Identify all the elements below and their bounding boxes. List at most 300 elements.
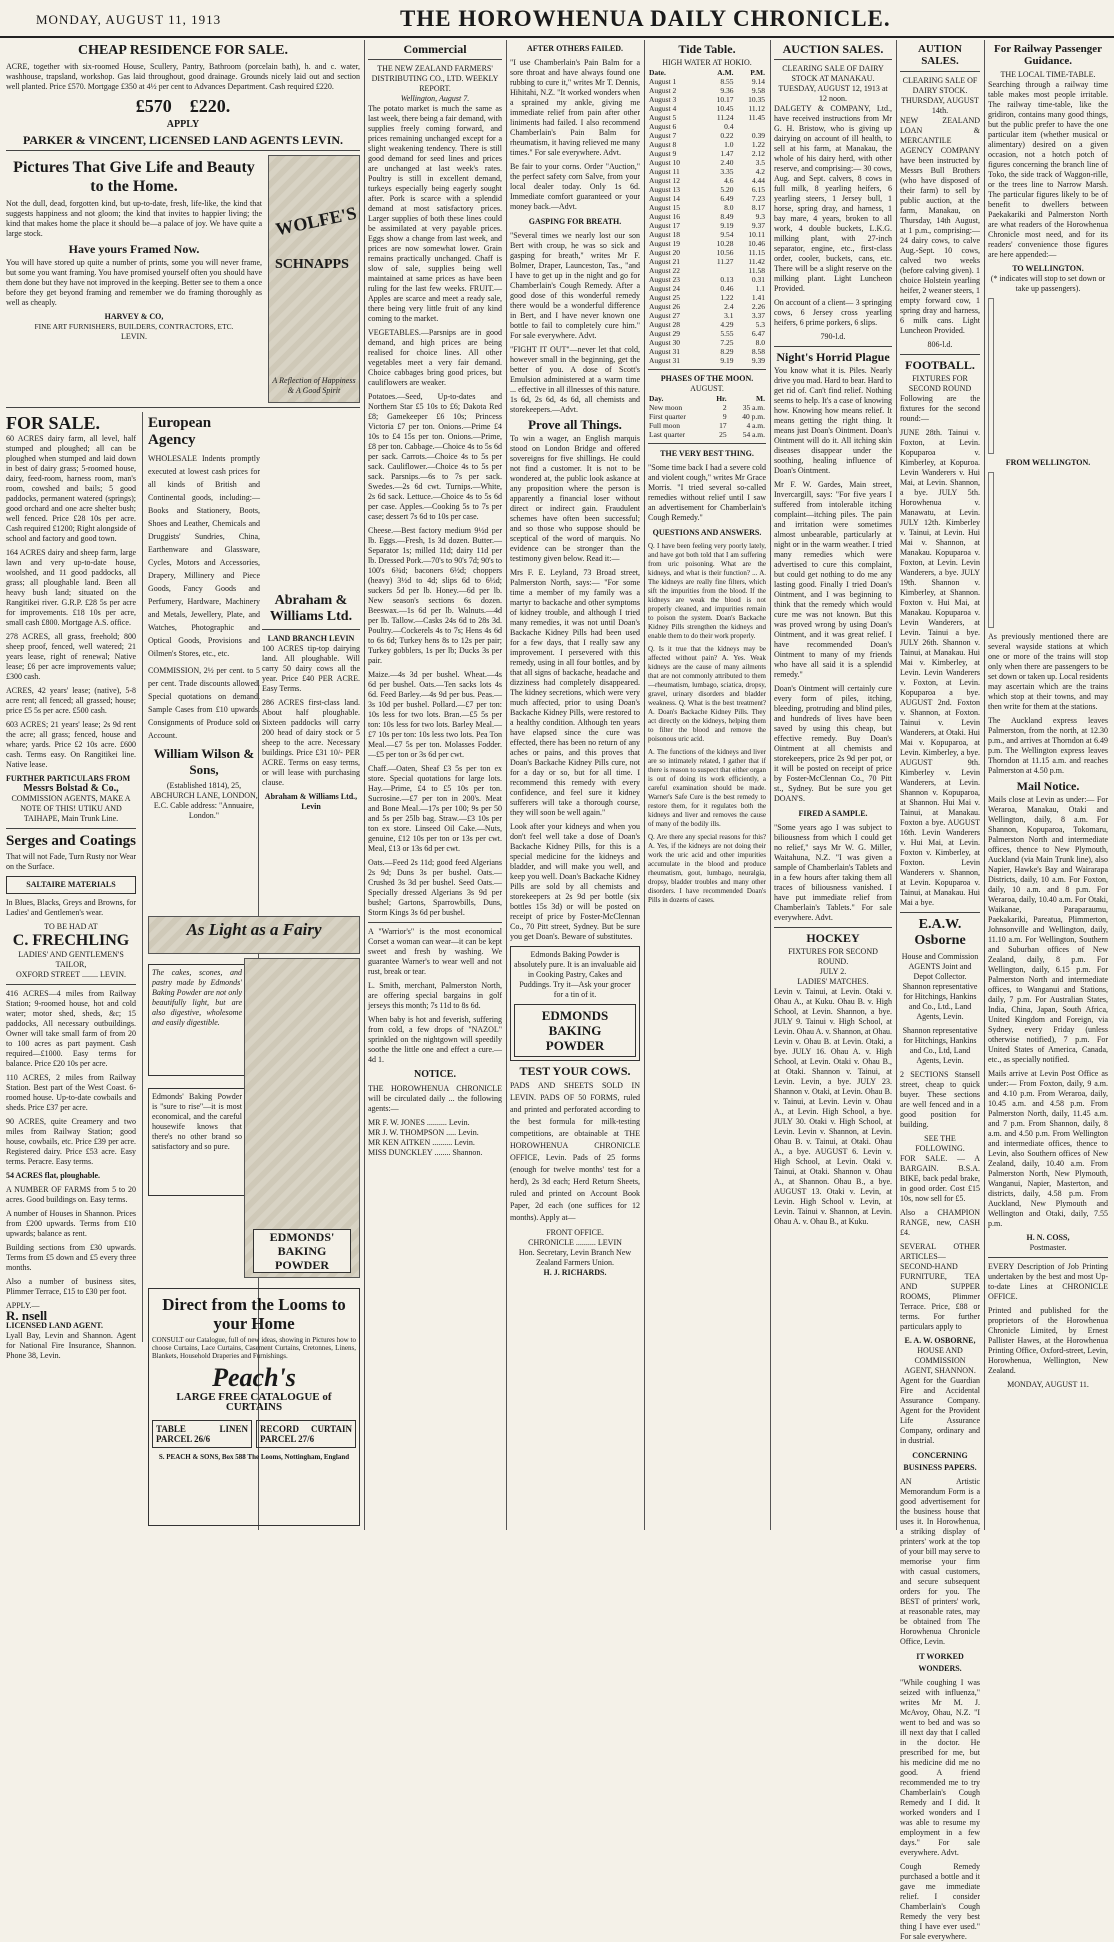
table-cell: August 30 — [649, 338, 681, 347]
table-cell: 8.55 — [720, 77, 734, 86]
column-railway — [988, 40, 1108, 1530]
tide-row — [648, 203, 766, 212]
fight-it-out: "FIGHT IT OUT"—never let that cold, however small in the beginning, get the better of you. A dose of Scott's Emulsion administered at a warm time ... effective in all illnesses of this nature. 1s 6d, 2s 6d, 4s 6d, all chemists and storekeepers.—Advt. — [510, 345, 640, 414]
abraham-footer: Abraham & Williams Ltd., Levin — [264, 792, 358, 811]
after-others-heading: AFTER OTHERS FAILED. — [526, 44, 624, 53]
gasping-body: "Several times we nearly lost our son Bert with croup, he was so sick and gasping for breath," writes Mr F. Bolmer, Draper, Launceston, Tas., "and I have to get up in the night and go for Chamberlain's Cough Remedy. After a good dose of this wonderful remedy there would be a wonderful difference in Bert, and I have never known one bottle to fail to completely cure him." For sale everywhere. Advt. — [510, 231, 640, 340]
table-cell: 1.1 — [755, 284, 765, 293]
sale-164-acres: 164 ACRES dairy and sheep farm, large lawn and very up-to-date house, woolshed, and 11 good paddocks, all grass; all ploughable land. Been all heavy bush land; situated on the Rangitikei river. G.R.P. £28 5s per acre for improvements. £18 10s per acre, small cash £800. Mortgage A.S. office. — [6, 548, 136, 627]
bolstad-name: Messrs Bolstad & Co., — [23, 783, 119, 794]
table-cell: 0.4 — [724, 122, 734, 131]
railway-body: Searching through a railway time table makes most people irritable. The railway time-table, like the gridiron, contains many good things, but the public prefer to have the one particular item (whether musical or alimentary) desired on a given occasion, not a hotch potch of figures concerning the branch line of Toko, the side track of Waggon-rille, or the trees line to Narrow Marsh. The particular figures likely to be of benefit to dwellers between Paekakariki and Palmerston North are what readers of the Horowhenua Chronicle most need, and for its readers' convenience those figures are here appended:— — [988, 80, 1108, 259]
harvey-name: HARVEY & CO, — [104, 312, 164, 321]
edmonds-ad — [148, 954, 360, 1284]
commercial-body-3: Potatoes.—Seed, Up-to-dates and Northern Star £5 10s to £6; Dakota Red £8; Gamekeeper £6 10s; Princess Victoria £7 per ton. Onions.—Prime £4 10s to £4 15s per ton. Onions.—Prime, £8 per ton. Cabbage.—Choice 4s to 5s 6d per sack. Carrots.—Choice 4s to 5s per sack. Cauliflower.—Choice 4s to 5s per sack. Parsnips.—6s to 7s per sack. Swedes.—2s 6d cwt. Turnips.—White, 2s 6d sack. Lettuce.—Choice 4s to 5s 6d per case. Apples.—Cooking 5s to 7s per case; dessert 7s 6d to 10s per case. — [368, 392, 502, 521]
table-cell: 9.14 — [751, 77, 765, 86]
moon-header-row — [648, 394, 766, 403]
plague-heading: Night's Horrid Plague — [776, 350, 890, 364]
frechling-sub: LADIES' AND GENTLEMEN'S TAILOR, — [18, 950, 124, 969]
table-cell: August 20 — [649, 248, 681, 257]
footer-date: MONDAY, AUGUST 11. — [1007, 1380, 1089, 1389]
sale-90-acres: 90 ACRES, quite Creamery and two miles from Railway Station; good house, cowbails, etc. Price £39 per acre. Registered dairy. Price £53 acre. Easy terms. Peracre. Easy terms. — [6, 1117, 136, 1166]
commercial-body-5: Maize.—4s 3d per bushel. Wheat.—4s 6d per bushel. Oats.—Ten sacks lots 4s 6d. Feed Barley.—4s 9d per bus. Peas.—3s 10d per bushel. Pollard.—£7 per ton: 10s less for two lots. Bran.—£5 5s per ton: 10s less for two lots. Barley Meal.—£7 10s per ton: 10s less two lots. Pea Ton Meal.—£7 5s per ton. Molasses Fodder.—£5 per ton or 3s 6d per cwt. — [368, 670, 502, 759]
timetable-to-wellington — [988, 298, 994, 454]
to-be-had: TO BE HAD AT — [44, 922, 98, 931]
column-tide — [648, 40, 766, 1530]
table-cell: August 14 — [649, 194, 681, 203]
table-header-cell: Hr. — [716, 394, 727, 403]
abraham-100-acres: 100 ACRES tip-top dairying land. All ploughable. Will carry 50 dairy cows all the year. Price £40 PER ACRE. Easy Terms. — [262, 644, 360, 693]
dalgety-body: DALGETY & COMPANY, Ltd., have received instructions from Mr G. H. Bristow, who is giving up dairying on account of ill health, to sell at his farm, at Manakau, the whole of his dairy herd, with other reserve, and comprising:— 30 cows, Aug. and Sept. calvers, 8 cows in full milk, 8 yearling heifers, 6 yearling steers, 1 Jersey bull, 1 horse, spring dray, and harness, 1 bay mare, 4 years, broken to all work, 4 double buckets, L.K.G. milking plant, with 27-inch separator, engine, etc., first-class order, cooler, buckets, cans, etc. There will be a slight reserve on the milking plant. Light Luncheon Provided. — [774, 104, 892, 293]
football-fixtures: JUNE 28th. Tainui v. Foxton, at Levin. Kopuparoa v. Kimberley, at Kopuroa. Levin Wanderers v. Hui Mai, at Levin. Shannon, a bye. JULY 5th. Horowhenua v. Manawatu, at Levin. JULY 12th. Kimberley v. Tainui, at Levin. Hui Mai v. Shannon, at Manakau. Kopuparoa v. Foxton, at Levin. Levin Wanderers, a bye. JULY 19th. Shannon v. Kimberley, at Shannon. Foxton v. Hui Mai, at Manakau. Kopuparoa v. Levin Wanderers, at Levin. Tainui a bye. JULY 26th. Shannon v. Tainui, at Manakau. Hui Mai v. Kimberley, at Levin. Levin Wanderers v. Foxton, at Levin. Kopuparoa a bye. AUGUST 2nd. Foxton v. Shannon, at Foxton. Tainui v. Levin Wanderers, at Otaki. Hui Mai v. Kopuparoa, at Levin. Kimberley, a bye. AUGUST 9th. Kimberley v. Levin Wanderers, at Levin. Shannon v. Kopuparoa, at Shannon. Hui Mai v. Tainui, at Manakau. Foxton a bye. AUGUST 16th. Levin Wanderers v. Hui Mai, at Levin. Foxton v. Kimberley, at Foxton. Levin Wanderers v. Shannon, at Levin. Kopuparoa v. Tainui, at Manakau. Hui Mai a bye. — [900, 428, 980, 907]
table-cell: 7.25 — [720, 338, 734, 347]
several-articles: SEVERAL OTHER ARTICLES—SECOND-HAND FURNITURE, TEA AND SUPPER ROOMS, Plimmer Terrace. Price, £88 or terms. For further particulars apply to — [900, 1242, 980, 1331]
gasping-heading: GASPING FOR BREATH. — [528, 217, 622, 226]
osborne-2-name: E. A. W. OSBORNE, — [904, 1336, 976, 1345]
residence-price — [6, 96, 360, 116]
tide-row — [648, 104, 766, 113]
table-cell: 4.44 — [751, 176, 765, 185]
tide-subheading: HIGH WATER AT HOKIO. — [662, 58, 752, 67]
table-cell: August 29 — [649, 329, 681, 338]
edmonds-box-label: EDMONDS' BAKING POWDER — [253, 1229, 351, 1273]
table-cell: 1.41 — [751, 293, 765, 302]
prove-body: To win a wager, an English marquis stood on London Bridge and offered sovereigns for five shillings. He could not find a customer. It is not to be wondered at, the public look askance at any proposition where the person is apparently a financial loser without direct or indirect gain. Fraudulent schemes have often been successful; and so those who suppose should be sceptical of the word of marquis. No evidence can be stronger than the testimony given below. Read it:— — [510, 434, 640, 563]
osborne-note: Shannon representative for Hitchings, Hankins and Co., Ltd, Land Agents, Levin. — [902, 1026, 978, 1065]
column-commercial — [368, 40, 502, 1530]
plague-body: You know what it is. Piles. Nearly drive you mad. Hard to bear. Hard to get rid of. Can't find relief. Nothing seems to help. It's a case of knowing how. Knowing how means relief. It means getting the right thing. It means just Doan's Ointment. Doan's Ointment will do it. All itching skin diseases disappear under the soothing, healing influence of Doan's Ointment. — [774, 366, 892, 475]
tide-row — [648, 266, 766, 275]
auckland-express: The Auckland express leaves Palmerston, from the north, at 12.30 p.m., and arrives at Thorndon at 6.49 p.m. The Wellington express leaves Thorndon at 11.15 a.m. and reaches Palmerston at 4.50 p.m. — [988, 716, 1108, 775]
clearing-date: TUESDAY, AUGUST 12, 1913 at 12 noon. — [778, 84, 888, 103]
worked-heading: IT WORKED WONDERS. — [916, 1652, 964, 1673]
table-cell: 2 — [722, 403, 727, 412]
table-header-cell: M. — [756, 394, 765, 403]
commercial-dateline: Wellington, August 7. — [400, 94, 470, 103]
tide-row — [648, 194, 766, 203]
sale-lease: ACRES, 42 years' lease; (native), 5-8 acre rent; all fenced; all grassed; house; price £5 5s per acre. £500 cash. — [6, 686, 136, 715]
table-cell: 5.55 — [720, 329, 734, 338]
warner-corset: A "Warrior's" is the most economical Corset a woman can wear—it can be kept sweet and fresh by washing. We guarantee Warner's to wear well and not rust, break or tear. — [368, 927, 502, 976]
moon-row — [648, 421, 766, 430]
commercial-body-6: Chaff.—Oaten, Sheaf £3 5s per ton ex store. Special quotations for large lots. Hay.—Prime, £4 to £5 10s per ton. Sucrosine.—£7 per ton in 200's. Meat and Bone Meal.—17s per 100; 9s per 50 and 5s per 25lb bag. Straw.—£3 10s per ton ex store. Linseed Oil Cake.—Nuts, genuine, £12 10s per ton or 13s per cwt. Meal, £13 or 13s 6d per cwt. — [368, 764, 502, 853]
wolfes-schnapps-illustration — [268, 155, 360, 403]
table-cell: August 28 — [649, 320, 681, 329]
nz-loan-body: NEW ZEALAND LOAN & MERCANTILE AGENCY COMPANY have been instructed by Messrs Bull Brothers (who have disposed of their farm) to sell by public auction, at the farm, Manakau, on Thursday, 14th August, at 1 p.m., comprising:— 24 dairy cows, to calve Aug.-Sept. 10 cows, calved two weeks (before calving given). 1 choice Holstein yearling heifer, 2 weaner steers, 1 empty forward cow, 1 spring dray and harness, 6 milk cans. Light Luncheon Provided. — [900, 116, 980, 335]
record-curtain-parcel: RECORD CURTAIN PARCEL 27/6 — [256, 1420, 356, 1448]
very-best-heading: THE VERY BEST THING. — [660, 449, 754, 458]
table-cell: August 10 — [649, 158, 681, 167]
fairy-illustration — [244, 958, 360, 1278]
guardian-agent: Agent for the Guardian Fire and Accidental Assurance Company. Agent for the Provident Life Assurance Company, ordinary and in dustrial. — [900, 1376, 980, 1445]
tide-row — [648, 338, 766, 347]
table-cell: 2.12 — [751, 149, 765, 158]
table-cell: 10.28 — [716, 239, 734, 248]
see-following: SEE THE FOLLOWING. — [915, 1134, 965, 1153]
moon-row — [648, 412, 766, 421]
table-cell: August 1 — [649, 77, 677, 86]
table-cell: 0.39 — [751, 131, 765, 140]
table-cell: First quarter — [649, 412, 686, 421]
tide-row — [648, 140, 766, 149]
sale-416-acres: 416 ACRES—4 miles from Railway Station; 9-roomed house, hot and cold water; motor shed, sheds, &c; 15 paddocks, All necessary outbuildings. Owner will take small farm of from 20 to 100 acres as part payment. Cash required—£1000. Easy terms for balance. Price £20 10s per acre. — [6, 989, 136, 1068]
schnapps-label: SCHNAPPS — [275, 257, 349, 272]
table-cell: August 16 — [649, 212, 681, 221]
table-cell: 7.23 — [751, 194, 765, 203]
table-cell: 4.6 — [724, 176, 734, 185]
table-cell — [735, 122, 766, 131]
abraham-williams-heading: Abraham & Williams Ltd. — [269, 593, 353, 624]
table-cell: August 25 — [649, 293, 681, 302]
table-cell: 9.19 — [720, 356, 734, 365]
table-cell: 9.54 — [720, 230, 734, 239]
further-particulars: FURTHER PARTICULARS FROM — [6, 774, 131, 783]
tide-row — [648, 77, 766, 86]
residence-cash-value: £220. — [189, 96, 231, 116]
table-cell: August 11 — [649, 167, 680, 176]
residence-body: ACRE, together with six-roomed House, Scullery, Pantry, Bathroom (porcelain bath), h. and c. water, washhouse, trapsland, workshop. Gas laid throughout, good drainage. Grounds nicely laid out and section well planted. Price £570. Mortgage £350 at 4½ per cent to Advances Department. Cash required £220. — [6, 62, 360, 91]
table-cell: 9.3 — [755, 212, 765, 221]
from-wellington: FROM WELLINGTON. — [1005, 458, 1091, 467]
abraham-286-acres: 286 ACRES first-class land. About half ploughable. Sixteen paddocks will carry 200 head of dairy stock or 5 sheep to the acre. Necessary buildings. Price £31 10/- PER ACRE. Terms on easy terms, or will lease with purchasing clause. — [262, 698, 360, 787]
commercial-body-1: The potato market is much the same as last week, there being a fair demand, with supplies freely coming forward, and prices remaining unchanged except for a slight weakening tendency. There is still good demand for seed lines and prices are unchanged at last week's rates. Poultry is still in excellent demand, turkeys especially being eagerly sought after. Pork is scarce with a splendid demand at most satisfactory prices. Larger supplies of both these lines could be assimilated at very payable prices. Eggs show a change from last week, and prices are now somewhat lower. Grain remains practically unchanged. Chaff is slow of sale, supplies being well maintained at same prices as have been ruling for the last few weeks. FRUIT.—Apples are scarce and meet a ready sale, there being very little fruit of any kind coming to the market. — [368, 104, 502, 323]
pictures-heading: Pictures That Give Life and Beauty to the Home. — [13, 159, 255, 195]
saltaire-box: SALTAIRE MATERIALS — [6, 876, 136, 894]
tide-row — [648, 149, 766, 158]
table-cell: August 2 — [649, 86, 677, 95]
table-header-cell: Day. — [649, 394, 664, 403]
qa-body-2: Q. Is it true that the kidneys may be affected without pain? A. Yes. Weak kidneys are the cause of many ailments that are not commonly attributed to them—rheumatism, lumbago, sciatica, dropsy, gravel, urinary disorders and bladder weakness. Q. What is the best treatment? A. Doan's Backache Kidney Pills. They act directly on the kidneys, helping them to filter the blood and remove the poisonous uric acid. — [648, 645, 766, 743]
tide-heading: Tide Table. — [678, 42, 736, 56]
job-printing: EVERY Description of Job Printing undertaken by the best and most Up-to-date Lines at CHRONICLE OFFICE. — [988, 1262, 1108, 1301]
sale-60-acres: 60 ACRES dairy farm, all level, half stumped and ploughed; all can be ploughed when stumped and laid down in best of dairy grass; 5-roomed house, dairy, feed-room, harness room, man's room, cowshed and bails; 5 good paddocks, permanent watered (springs); good orchard and one acre shelter bush; well fenced. Price £28 10s per acre. Cash required £1200; Right alongside of school and factory and good town. — [6, 434, 136, 543]
qa-body-3: A. The functions of the kidneys and liver are so intimately related, I gather that if there is reason to suspect that either organ is out of doing its work efficiently, a careful examination should be made. Warner's Safe Cure is the best remedy to restore them, for it regulates both the kidneys and liver and removes the cause of many of the bodily ills. — [648, 748, 766, 828]
notice-body: THE HOROWHENUA CHRONICLE will be circulated daily ... the following agents:— — [368, 1084, 502, 1113]
as-light-as-a-fairy-banner — [148, 916, 360, 954]
land-agent-heading: LICENSED LAND AGENT. — [6, 1321, 103, 1330]
hockey-heading: HOCKEY — [806, 931, 860, 945]
table-cell: August 8 — [649, 140, 677, 149]
tide-row — [648, 113, 766, 122]
mail-close-body: Mails close at Levin as under:— For Weraroa, Manakau, Otaki and Wellington, daily, 8 a.m. For Shannon, Kopuparoa, Tokomaru, Palmerston North and intermediate offices, thence to New Plymouth, Auckland (via Main Trunk line), also Napier, Hawke's Bay and Wairarapa Districts, daily, 10 a.m. For Foxton, daily, 10 a.m. and 8 p.m. For Weraroa, daily, 10.40 a.m. For Otaki, Waikanae, Paraparaumu, Paekakariki, Pareatua, Plimmerton, Johnsonville and Wellington, daily, 11.10 a.m. For Wellington, Southern and Suburban offices of New Zealand, daily, 8 p.m. For Wellington, daily, 6.15 p.m. For Palmerston North and intermediate offices, to Wanganui and Stations, daily, 7 p.m. For Australian States, India, China, Japan, South Africa, United Kingdom and Foreign, via Sydney, every Friday (unless otherwise notified), 7 p.m. For United States of America, Canada, etc., as specially notified. — [988, 795, 1108, 1064]
tide-row — [648, 122, 766, 131]
fairy-banner-text: As Light as a Fairy — [186, 920, 322, 939]
hockey-date: JULY 2. — [819, 967, 847, 976]
railway-heading: For Railway Passenger Guidance. — [994, 43, 1102, 67]
column-football — [900, 40, 980, 1941]
tide-row — [648, 356, 766, 365]
serges-body: That will not Fade, Turn Rusty nor Wear on the Surface. — [6, 852, 136, 871]
masthead — [0, 0, 1114, 38]
table-header-cell: P.M. — [750, 68, 765, 77]
peach-address: S. PEACH & SONS, Box 588 The Looms, Nottingham, England — [158, 1453, 350, 1461]
table-cell: 8.0 — [755, 338, 765, 347]
frechling-name: C. FRECHLING — [12, 932, 130, 949]
european-agency-heading: European Agency — [148, 415, 212, 448]
table-cell: August 12 — [649, 176, 681, 185]
ransell-name: R. nsell — [6, 1308, 48, 1323]
osborne-2-sub: HOUSE AND COMMISSION AGENT, SHANNON. — [904, 1346, 976, 1375]
postmaster-name: H. N. COSS, — [1026, 1233, 1070, 1242]
table-cell: 0.31 — [751, 275, 765, 284]
looms-heading: Direct from the Looms to your Home — [162, 1295, 346, 1333]
commercial-body-4: Cheese.—Best factory medium 9½d per lb. Eggs.—Fresh, 1s 3d dozen. Butter.—Separator 1s; milled 11d; dairy 11d per lb. Dressed Pork.—70's to 90's 7d; 90's to 100's 6¾d; baconers 6½d; choppers (heavy) 3½d to 4d; slips 6d to 6½d; suckers 5d per lb. Honey.—6d per lb. New season's sections 6s dozen. Beeswax.—1s 6d per lb. Walnuts.—4d per lb. Tallow.—Casks 24s 6d to 28s 3d. Poultry.—Cockerels 4s to 7s; Hens 4s 6d to 6s 6d; Turkey hens 8s to 12s per pair; Turkey gobblers, 1s per lb; Ducks 3s per pair. — [368, 526, 502, 665]
table-cell: 6.49 — [720, 194, 734, 203]
worked-body: "While coughing I was seized with influenza," writes Mr M. J. McAvoy, Ohau, N.Z. "I went to bed and was so ill next day that I called in the doctor. He prescribed for me, but his medicine did me no good. A friend recommended me to try Chamberlain's Cough Remedy and I did. It worked wonders and I was able to resume my employment in a few days." For sale everywhere. Advt. — [900, 1678, 980, 1857]
table-cell: 8.29 — [720, 347, 734, 356]
kidneys-ad: Look after your kidneys and when you don't feel well take a dose of Doan's Backache Kidney Pills, for this is a special medicine for the kidneys and bladder, and will make you well, and keep you well. Doan's Backache Kidney Pills are sold by all chemists and storekeepers at 2s 9d per bottle (six bottles 15s 3d) or will be posted on receipt of price by Foster-McClennan Co., 70 Pitt street, Sydney. But be sure you get Doan's. Beware of substitutes. — [510, 822, 640, 941]
tide-row — [648, 239, 766, 248]
auction-code: 790-l.d. — [820, 332, 846, 341]
osborne-heading: E.A.W. Osborne — [914, 917, 966, 948]
business-sites: Also a number of business sites, Plimmer Terrace, £15 to £30 per foot. — [6, 1277, 136, 1296]
table-cell: 11.45 — [748, 113, 765, 122]
table-cell: 10.11 — [748, 230, 765, 239]
nz-loan-code: 806-l.d. — [927, 340, 953, 349]
table-cell: 9.36 — [720, 86, 734, 95]
harvey-town: LEVIN. — [121, 332, 147, 341]
tide-row — [648, 86, 766, 95]
table-cell: 4.2 — [755, 167, 765, 176]
stansell-sections: 2 SECTIONS Stansell street, cheap to quick buyer. These sections are well fenced and in a good position for building. — [900, 1070, 980, 1129]
qa-heading: QUESTIONS AND ANSWERS. — [652, 528, 762, 537]
european-agency-commission: COMMISSION, 2½ per cent. to 5 per cent. Trade discounts allowed. Special quotations on demand. Sample Cases from £10 upwards. Consignments of Produce sold on Account. — [148, 666, 260, 740]
moon-heading: PHASES OF THE MOON. — [660, 374, 754, 383]
serges-heading: Serges and Coatings — [6, 833, 137, 849]
tide-row — [648, 230, 766, 239]
tide-row — [648, 158, 766, 167]
table-cell: August 21 — [649, 257, 681, 266]
wolfes-tagline: A Reflection of Happiness & A Good Spirit — [272, 376, 356, 395]
smith-bargains: L. Smith, merchant, Palmerston North, are offering special bargains in golf jerseys this month; 7s 11d to 8s 6d. — [368, 981, 502, 1010]
table-cell: 11.12 — [748, 104, 765, 113]
for-sale-column — [6, 412, 136, 1365]
tide-row — [648, 302, 766, 311]
framed-heading: Have yours Framed Now. — [68, 242, 200, 256]
football-note: Following are the fixtures for the second round:— — [900, 394, 980, 423]
tide-row — [648, 167, 766, 176]
table-cell: 9.39 — [751, 356, 765, 365]
commercial-body-7: Oats.—Feed 2s 11d; good feed Algerians 2s 9d; Duns 3s per bushel. Oats.—Crushed 3s 3d per bushel. Seed Oats.—Specially dressed Algerians 3s 9d per bushel; Gartons, Sparrowbills, Duns, Storm Kings 3s 6d per bushel. — [368, 858, 502, 917]
to-wellington: TO WELLINGTON. — [1012, 264, 1084, 273]
peach-parcels — [152, 1416, 356, 1452]
table-cell: 6.15 — [751, 185, 765, 194]
clearing-date-2: THURSDAY, AUGUST 14th. — [901, 96, 979, 115]
table-cell: 10.46 — [748, 239, 765, 248]
table-cell: 0.13 — [720, 275, 734, 284]
edmonds-side-text: Edmonds' Baking Powder is "sure to rise"—it is most economical, and the careful housewife knows that there's no other brand so satisfactory and so pure. — [148, 1088, 246, 1196]
table-cell: August 7 — [649, 131, 677, 140]
table-cell: 3.1 — [724, 311, 734, 320]
table-cell: August 27 — [649, 311, 681, 320]
harvey-sub: FINE ART FURNISHERS, BUILDERS, CONTRACTORS, ETC. — [34, 322, 234, 331]
table-cell: 9 — [722, 412, 727, 421]
column-4 — [510, 40, 640, 1530]
table-cell: Full moon — [649, 421, 681, 430]
issue-date: MONDAY, AUGUST 11, 1913 — [36, 12, 222, 27]
football-heading: FOOTBALL. — [905, 358, 975, 372]
auction-heading-2: AUTION SALES. — [917, 43, 962, 67]
table-cell: 17 — [719, 421, 727, 430]
parker-vincent: PARKER & VINCENT, LICENSED LAND AGENTS LEVIN. — [22, 133, 344, 147]
wolfes-label: WOLFE'S — [273, 202, 359, 240]
table-cell: August 4 — [649, 104, 677, 113]
hockey-ladies: LADIES' MATCHES. — [797, 977, 869, 986]
table-cell: 35 a.m. — [742, 403, 765, 412]
front-office: FRONT OFFICE. — [546, 1228, 604, 1237]
table-cell: 8.49 — [720, 212, 734, 221]
tide-row — [648, 212, 766, 221]
tide-row — [648, 248, 766, 257]
table-cell: August 26 — [649, 302, 681, 311]
tide-row — [648, 293, 766, 302]
after-others-body: "I use Chamberlain's Pain Balm for a sore throat and have always found one rubbing to cure it," writes Mr T. Dennis, Hihitahi, N.Z. "It worked wonders when a sprained my ankle, giving me immediate relief from pain after other liniments had failed. I also recommend Chamberlain's Pain Balm for rheumatism, it having relieved me many times." For sale everywhere. Advt. — [510, 58, 640, 157]
residence-price-value: £570 — [135, 96, 172, 116]
table-cell: 5.3 — [755, 320, 765, 329]
table-cell: August 15 — [649, 203, 681, 212]
peach-catalogue: LARGE FREE CATALOGUE of CURTAINS — [176, 1391, 332, 1413]
table-cell: August 23 — [649, 275, 681, 284]
table-cell: 54 a.m. — [742, 430, 765, 439]
concerning-heading: CONCERNING BUSINESS PAPERS. — [903, 1451, 977, 1472]
prove-heading: Prove all Things. — [528, 417, 622, 432]
sale-278-acres: 278 ACRES, all grass, freehold; 800 sheep proof, fenced, well watered; 21 years lease, right of renewal; Native lease; £6 per acre improvements value; £300 cash. — [6, 632, 136, 681]
stop-note: (* indicates will stop to set down or take up passengers). — [990, 274, 1106, 293]
tide-row — [648, 131, 766, 140]
worked-body-2: Cough Remedy purchased a bottle and it gave me immediate relief. I consider Chamberlain's Cough Remedy the very best thing I have ever used." For sale everywhere. — [900, 1862, 980, 1941]
qa-body-1: Q. I have been feeling very poorly lately, and have got both told that I am suffering from uric poisoning. What are the kidneys, and what is their function? ... A. The kidneys are really fine filters, which sift the impurities from the blood. If the kidneys are weak the blood is not properly cleaned, and impurities remain to poison the system. Doan's Backache Kidney Pills strengthen the kidneys and enable them to do their work properly. — [648, 542, 766, 640]
tide-row — [648, 221, 766, 230]
tide-header-row — [648, 68, 766, 77]
table-cell: 2.26 — [751, 302, 765, 311]
chronicle-levin: CHRONICLE .......... LEVIN — [528, 1238, 622, 1247]
table-header-cell: Date. — [649, 68, 666, 77]
table-cell: 25 — [719, 430, 727, 439]
qa-body-4: Q. Are there any special reasons for this? A. Yes, if the kidneys are not doing their work the uric acid and other impurities accumulate in the blood and produce rheumatism, gout, lumbago, neuralgia, dropsy, bladder troubles and many other disorders. I have recommended Doan's Pills in dozens of cases. — [648, 833, 766, 904]
table-cell: 8.17 — [751, 203, 765, 212]
edmonds-caption: The cakes, scones, and pastry made by Edmonds' Baking Powder are not only beautifully light, but are also digestive, wholesome and easily digestible. — [148, 964, 246, 1076]
for-sale-heading: FOR SALE. — [6, 413, 101, 433]
table-cell: 1.22 — [720, 293, 734, 302]
concerning-body: AN Artistic Memorandum Form is a good advertisement for the business house that uses it. In Horowhenua, a striking display of printers' work at the top of your bill may serve to memorise your firm with casual customers, and secure subsequent orders for you. The BEST of printers' work, at reasonable rates, may be obtained from The Horowhenua Chronicle Office, Levin. — [900, 1477, 980, 1646]
commercial-heading: Commercial — [403, 42, 467, 56]
moon-rows — [648, 403, 766, 439]
moon-table — [648, 394, 766, 439]
richards-name: H. J. RICHARDS. — [543, 1268, 607, 1277]
agent-1: MR F. W. JONES .......... Levin. — [368, 1118, 470, 1127]
tide-row — [648, 176, 766, 185]
farms-list: A NUMBER OF FARMS from 5 to 20 acres. Good buildings on. Easy terms. — [6, 1185, 136, 1204]
edmonds-small-ad — [510, 946, 640, 1061]
table-cell: 11.15 — [748, 248, 765, 257]
hockey-fixtures: Levin v. Tainui, at Levin. Otaki v. Ohau A., at Kuku. Ohau B. v. High School, at Levin. Shannon, a bye. JULY 9. Tainui v. High School, at Levin. Ohau A. v. Shannon, at Ohau. Levin v. Ohau B. at Levin. Otaki, a bye. JULY 16. Ohau A. v. High School, at Levin. Otaki v. Ohau B., at Otaki. Shannon v. Tainui, at Levin. Levin, a bye. JULY 23. Shannon v. Otaki, at Levin. Ohau B. v. Tainui, at Levin. Levin v. Ohau A., at Levin. High School, a bye. JULY 30. Otaki v. High School, at Levin. Levin v. Shannon, at Levin. Ohau B. v. Tainui, at Otaki. Ohau A., a bye. AUGUST 6. Levin v. High School, at Levin. Otaki v. Tainui, at Otaki. Shannon v. Ohau A., at Shannon. Ohau B., a bye. AUGUST 13. Otaki v. Levin, at Levin. High School v. Levin, at Levin. Tainui v. Shannon, at Levin. Ohau A. v. Ohau B., at Kuku. — [774, 987, 892, 1226]
imprint: Printed and published for the proprietors of the Horowhenua Chronicle Limited, by Ernest Pallister Hawes, at the Horowhenua Printing Office, Oxford-street, Levin, Horowhenua, Wellington, New Zealand. — [988, 1306, 1108, 1375]
corn-salve-ad: Be fair to your corns. Order "Auction," the perfect safety corn Salve, from your local dealer today. Only 1s 6d. Immediate comfort guaranteed or your money back.—Advt. — [510, 162, 640, 211]
sale-603-acres: 603 ACRES; 21 years' lease; 2s 9d rent the acre; all grass; fenced, house and whare; yards. Price £2 10s acre. £600 cash. Terms easy. On Rangitikei line. Native lease. — [6, 720, 136, 769]
table-cell: 10.45 — [716, 104, 734, 113]
moon-month: AUGUST. — [690, 384, 724, 393]
agent-4: MISS DUNCKLEY ........ Shannon. — [368, 1148, 483, 1157]
residence-apply: APPLY — [166, 119, 200, 130]
table-cell: 1.47 — [720, 149, 734, 158]
table-cell: 4 a.m. — [746, 421, 765, 430]
table-cell: 11.27 — [716, 257, 734, 266]
framed-body: You will have stored up quite a number of prints, some you will never frame, but some you want framing. You have promised yourself often you should have them done but they have not improved in the keeping. Better see to them a once before they get beyond framing and remember we do framing thoroughly as well as cheaply. — [6, 258, 262, 307]
on-account: On account of a client— 3 springing cows, 6 Jersey cross yearling heifers, 6 prime porkers, 6 slips. — [774, 298, 892, 327]
agent-3: MR KEN AITKEN .......... Levin. — [368, 1138, 475, 1147]
tide-row — [648, 185, 766, 194]
table-cell: 0.22 — [720, 131, 734, 140]
clearing-sale: CLEARING SALE OF DAIRY STOCK AT MANAKAU. — [782, 64, 884, 83]
table-cell: August 9 — [649, 149, 677, 158]
edmonds-peach-column — [148, 916, 360, 1530]
apply-label: APPLY.— — [6, 1301, 40, 1310]
table-header-cell: A.M. — [717, 68, 734, 77]
william-wilson-address: (Established 1814), 25, ABCHURCH LANE, LONDON, E.C. Cable address: "Annuaire, London." — [150, 781, 258, 820]
pictures-body: Not the dull, dead, forgotten kind, but up-to-date, fresh, life-like, the kind that suggests happiness and not gloom; the kind that invites to happier living; the kind that makes home the place it should be—a palace of joy. We have quite a large stock. — [6, 199, 262, 238]
european-agency-ad — [148, 412, 260, 825]
william-wilson-name: William Wilson & Sons, — [153, 746, 255, 777]
table-cell: 8.58 — [751, 347, 765, 356]
table-cell: 11.42 — [748, 257, 765, 266]
residence-heading: CHEAP RESIDENCE FOR SALE. — [77, 43, 289, 58]
test-cows-heading: TEST YOUR COWS. — [519, 1064, 631, 1078]
table-cell: 11.24 — [716, 113, 734, 122]
table-cell: 2.40 — [720, 158, 734, 167]
table-cell: 9.58 — [751, 86, 765, 95]
table-cell: 10.35 — [748, 95, 765, 104]
table-cell: 11.58 — [748, 266, 765, 275]
land-agent-sub: Lyall Bay, Levin and Shannon. Agent for National Fire Insurance, Shannon. Phone 38, Levin. — [6, 1331, 136, 1360]
hockey-sub: FIXTURES FOR SECOND ROUND. — [788, 947, 878, 966]
newspaper-title: THE HOROWHENUA DAILY CHRONICLE. — [400, 6, 891, 31]
sample-body: "Some years ago I was subject to biliousness from which I could get no relief," says Mr W. G. Miller, Waitahuna, N.Z. "I was given a sample of Chamberlain's Tablets and in a few hours after taking them all traces of biliousness vanished. I have put immediate relief from Chamberlain's Tablets." For sale everywhere. Advt. — [774, 823, 892, 922]
abraham-williams-ad — [262, 590, 360, 810]
table-cell: August 3 — [649, 95, 677, 104]
table-cell: August 17 — [649, 221, 681, 230]
clearing-sale-2: CLEARING SALE OF DAIRY STOCK. — [902, 76, 978, 95]
test-cows-body: PADS AND SHEETS SOLD IN LEVIN. PADS OF 50 FORMS, ruled and printed and perforated according to the best formula for milk-testing competitions, are obtainable at THE HOROWHENUA CHRONICLE OFFICE, Levin. Pads of 25 forms (enough for twelve months' test for a herd), 2s 3d each; Herd Return Sheets, ruled and printed on Account Book Paper, 2d each (one suffices for 12 months). Apply at— — [510, 1081, 640, 1222]
tide-row — [648, 320, 766, 329]
moon-row — [648, 403, 766, 412]
tide-row — [648, 311, 766, 320]
table-cell: August 6 — [649, 122, 677, 131]
table-cell: Last quarter — [649, 430, 686, 439]
nzfdc-title: THE NEW ZEALAND FARMERS' DISTRIBUTING CO., LTD. WEEKLY REPORT. — [371, 64, 499, 93]
nazol-ad: When baby is hot and feverish, suffering from cold, a few drops of "NAZOL" sprinkled on the nightgown will speedily soothe the little one and effect a cure.—4d 1. — [368, 1015, 502, 1064]
bolstad-sub: COMMISSION AGENTS, MAKE A NOTE OF THIS! UTIKU AND TAIHAPE, Main Trunk Line. — [11, 794, 131, 823]
table-cell: August 13 — [649, 185, 681, 194]
table-linen-parcel: TABLE LINEN PARCEL 26/6 — [152, 1420, 252, 1448]
edmonds-small-body: Edmonds Baking Powder is absolutely pure. It is an invaluable aid in Cooking Pastry, Cakes and Puddings. Try it—Ask your grocer for a tin of it. — [514, 950, 636, 999]
notice-heading: NOTICE. — [414, 1069, 456, 1080]
bsa-bike: FOR SALE. — A BARGAIN. B.S.A. BIKE, back pedal brake, in good order. Cost £15 10s, now sell for £5. — [900, 1154, 980, 1203]
table-cell: August 19 — [649, 239, 681, 248]
tide-row — [648, 95, 766, 104]
table-cell: 3.5 — [755, 158, 765, 167]
sale-54-acres: 54 ACRES flat, ploughable. — [6, 1171, 101, 1180]
european-agency-body: WHOLESALE Indents promptly executed at lowest cash prices for all kinds of British and Continental goods, including:— Books and Stationery, Boots, Shoes and Leather, Chemicals and Druggists' Sundries, China, Earthenware and Glassware, Cycles, Motors and Accessories, Drapery, Millinery and Piece Goods, Fancy Goods and Perfumery, Hardware, Machinery and Metals, Jewellery, Plate, and Watches, Photographic and Optical Goods, Provisions and Oilmen's Stores, etc., etc. — [148, 454, 260, 658]
houses-list: A number of Houses in Shannon. Prices from £200 upwards. Terms from £10 upwards; balance as rent. — [6, 1209, 136, 1238]
table-cell: August 31 — [649, 347, 681, 356]
very-best-body: "Some time back I had a severe cold and violent cough," writes Mr Grace Morris. "I tried several so-called remedies without relief until I saw an advertisement for Chamberlain's Cough Remedy." — [648, 463, 766, 522]
table-cell: 1.22 — [751, 140, 765, 149]
doans-ointment: Doan's Ointment will certainly cure every form of piles, itching, bleeding, protruding and blind piles, and hundreds of lives have been saved by using this cheap, but effective remedy. Buy Doan's Ointment at all chemists and storekeepers, price 2s 9d per pot, or it will be posted on receipt of price by Foster-McClennan Co., 70 Pitt st., Sydney. But be sure you get DOAN'S. — [774, 684, 892, 803]
table-cell: 0.46 — [720, 284, 734, 293]
table-cell: 3.35 — [720, 167, 734, 176]
railway-sub: THE LOCAL TIME-TABLE. — [1000, 70, 1096, 79]
table-cell: 8.0 — [724, 203, 734, 212]
